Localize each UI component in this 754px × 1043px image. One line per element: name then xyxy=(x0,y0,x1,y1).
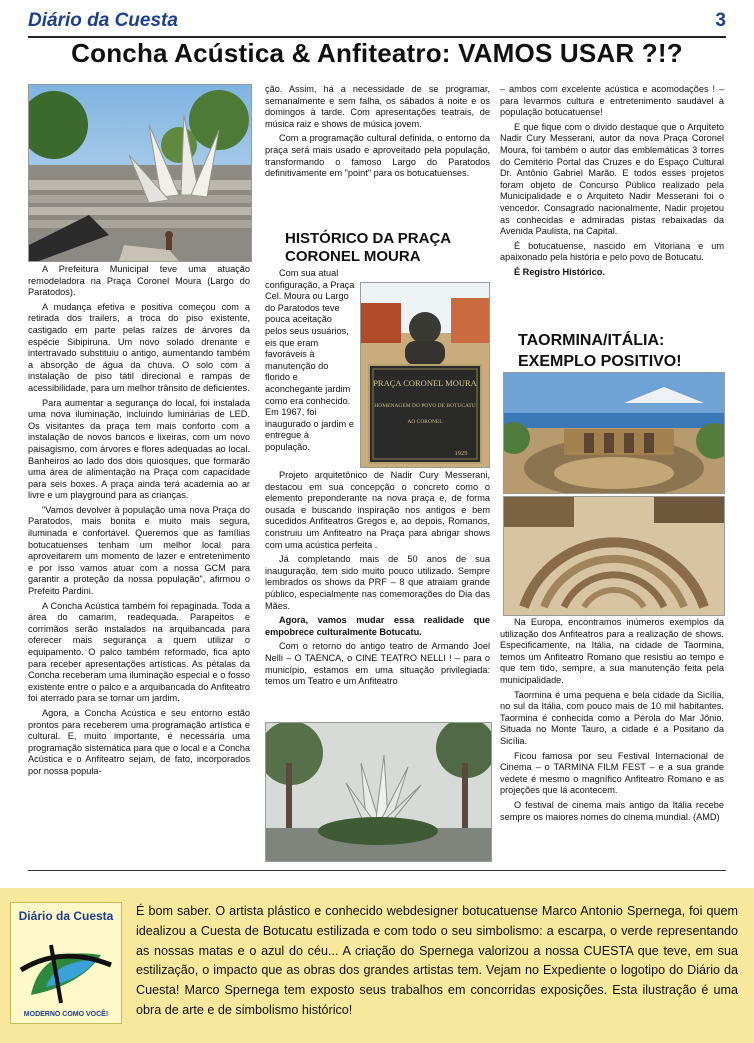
plaque-line: HOMENAGEM DO POVO DE BOTUCATU xyxy=(374,403,476,409)
col1-paragraph: "Vamos devolver à população uma nova Praça do Paratodos, mais bonita e muito mais segura, iluminada e confortável. Queremos que as famílias botucatuenses tenham um melhor local para aproveitarem um momento de lazer e entretenimento e por isso vamos atuar com a nossa GCM para garantir a proteção da nossa população", afirmou o Prefeito Pardini. xyxy=(28,504,250,597)
footer-box xyxy=(0,888,754,1043)
fountain-illustration xyxy=(266,723,491,861)
statue-plaque-photo xyxy=(360,282,490,468)
historico-paragraph: Com o retorno do antigo teatro de Armando Joel Nelli – O TAENCA, o CINE TEATRO NELLI ! – para o município, estamos em uma situação privilegiada: temos um Teatro e um Anfiteatro xyxy=(265,641,490,687)
col3-paragraph: E que fique com o divido destaque que o Arquiteto Nadir Cury Messerani, autor da nova Praça Coronel Moura, foi também o autor das emblemáticas 3 torres do Cemitério Portal das Cruzes e do Espaço Cultural Dr. Antônio Gabriel Marão. E todos esses projetos foram objeto de Concurso Público realizado pela Municipalidade e o Arquiteto Nadir Messerani foi o vencedor. Consagrado nacionalmente, Nadir projetou as conhecidas e admiradas pistas rebaixadas da Avenida Paulista, na Capital. xyxy=(500,121,724,237)
logo-name: Diário da Cuesta xyxy=(18,909,114,923)
page-headline: Concha Acústica & Anfiteatro: VAMOS USAR ?!? xyxy=(71,38,683,68)
col1-paragraph: A Prefeitura Municipal teve uma atuação remodeladora na Praça Coronel Moura (Largo do Paratodos). xyxy=(28,264,250,298)
statue-illustration xyxy=(361,283,489,467)
footer-divider xyxy=(28,870,726,871)
historico-title: HISTÓRICO DA PRAÇA CORONEL MOURA xyxy=(285,230,451,265)
historico-lead-paragraph: Com sua atual configuração, a Praça Cel. Moura ou Largo do Paratodos teve pouca aceitação pelos seus usuários, eis que eram favoráveis à manutenção do florido e aconchegante jardim como era conhecido. Em 1967, foi inaugurado o jardim e entregue à população. xyxy=(265,268,355,452)
logo xyxy=(10,902,122,1024)
historico-lead xyxy=(265,268,355,457)
masthead xyxy=(28,10,726,36)
col1-paragraph: Para aumentar a segurança do local, foi instalada uma nova iluminação, incluindo luminárias de LED. Os visitantes da praça tem mais conforto com a instalação de novos bancos e lixeiras, com um novo paisagismo, com árvores e flores adequadas ao local. Banheiros ao lado dos dois quiosques, que formarão uma área de alimentação na Praça com capacidade para seis boxes. A praça ainda terá academia ao ar livre e um playground para as crianças. xyxy=(28,397,250,501)
taormina-aerial-illustration xyxy=(504,497,724,615)
col3-paragraph: É Registro Histórico. xyxy=(514,266,605,277)
taormina-paragraph: O festival de cinema mais antigo da Itália recebe sempre os maiores nomes do cinema mundial. (AMD) xyxy=(500,799,724,822)
logo-slogan: MODERNO COMO VOCÊ! xyxy=(23,1011,109,1018)
taormina-theatre-illustration xyxy=(504,373,724,493)
col1-paragraph: A mudança efetiva e positiva começou com a retirada dos trailers, a troca do piso existente, castigado em parte pelas raízes de árvores da espécie Sibipiruna. Um novo solado drenante e intertravado substituiu o antigo, aumentando também a absorção de água da chuva. O solo com a instalação de piso tátil direcional e rampas de acessibilidade, para um melhor trânsito de deficientes. xyxy=(28,301,250,393)
col1-paragraph: A Concha Acústica também foi repaginada. Toda a área do camarim, readequada. Parapeitos e corrimãos serão instalados na arquibancada para oferecer mais segurança a quem utilizar o equipamento. O palco também reformado, fica apto para receber apresentações artísticas. As pétalas da Concha receberam uma iluminação especial e o fosso existente entre o palco e a arquibancada do Anfiteatro foi aterrado para se tornar um jardim. xyxy=(28,600,250,704)
taormina-aerial-photo xyxy=(503,496,725,616)
plaque-title: PRAÇA CORONEL MOURA xyxy=(373,378,477,388)
taormina-paragraph: Ficou famosa por seu Festival Internacional de Cinema – o TARMINA FILM FEST – e a sua grande vedete é mesmo o magnífico Anfiteatro Romano e as projeções que lá acontecem. xyxy=(500,750,724,796)
plaque-year: 1929 xyxy=(454,450,468,457)
col1-paragraph: Agora, a Concha Acústica e seu entorno estão prontos para receberem uma programação artística e cultural. E, muito importante, é necessária uma programação sistemática para que o local e a Concha Acústica e o Anfiteatro sejam, de fato, incorporados por nossa popula- xyxy=(28,707,250,776)
plaque-line: AO CORONEL xyxy=(407,419,443,425)
col3-paragraph: – ambos com excelente acústica e acomodações ! – para levarmos cultura e entretenimento saudável à população botucatuense! xyxy=(500,84,724,118)
taormina-title: TAORMINA/ITÁLIA: EXEMPLO POSITIVO! xyxy=(518,332,682,370)
footer-text: É bom saber. O artista plástico e conhecido webdesigner botucatuense Marco Antonio Spernega, foi quem idealizou a Cuesta de Botucatu estilizada e com todo o seu simbolismo: a escarpa, o verde representando as nossas matas e o azul do céu... A criação do Spernega valorizou a nossa CUESTA que teve, em sua estilização, o impacto que as obras dos grandes artistas tem. Vejam no Expediente o logotipo do Diário da Cuesta! Marco Spernega tem exposto seus trabalhos em concorridas exposições. Esta ilustração é uma obra de arte e de simbolismo histórico! xyxy=(136,904,738,1017)
col3-paragraph: É botucatuense, nascido em Vitoriana e um apaixonado pela história e pelo povo de Botucatu. xyxy=(500,240,724,263)
taormina-paragraph: Na Europa, encontramos inúmeros exemplos da utilização dos Anfiteatros para a realização de shows. Especificamente, na Itália, na cidade de Taormina, temos um Anfiteatro Romano que resistiu ao tempo e que tem tido, sempre, a sua manutenção feita pela municipalidade. xyxy=(500,617,724,685)
historico-paragraph: Já completando mais de 50 anos de sua inauguração, tem sido muito pouco utilizado. Sempre lembrados os shows da PRF – 8 que atraiam grande público, especialmente nas comemorações do Dia das Mães. xyxy=(265,554,490,611)
taormina-paragraph: Taormina é uma pequena e bela cidade da Sicília, no sul da Itália, com pouco mais de 10 mil habitantes. Taormina é conhecida como a Pérola do Mar Jônio. Situada no Monte Tauro, a cidade é a Positano da Sicília. xyxy=(500,689,724,746)
concha-acustica-photo xyxy=(28,84,252,262)
cuesta-logo-icon xyxy=(11,925,121,1005)
col2-paragraph: ção. Assim, há a necessidade de se programar, semanalmente e sem falha, os sábados à noite e os domingos à tarde. Com apresentações teatrais, de música raiz e shows de música jovem. xyxy=(265,84,490,129)
fountain-photo xyxy=(265,722,492,862)
historico-paragraph: Agora, vamos mudar essa realidade que empobrece culturalmente Botucatu. xyxy=(265,615,490,637)
taormina-theatre-photo xyxy=(503,372,725,494)
concha-acustica-illustration xyxy=(29,85,251,261)
column-3 xyxy=(500,84,724,282)
col2-paragraph: Com a programação cultural definida, o entorno da praça será mais usado e aproveitado pela população, transformando o famoso Largo do Paratodos definitivamente em "point" para os botucatuenses. xyxy=(265,133,490,179)
column-2 xyxy=(265,84,490,183)
taormina-body xyxy=(500,617,724,826)
newspaper-name: Diário da Cuesta xyxy=(28,10,178,31)
historico-body xyxy=(265,470,490,691)
historico-paragraph: Projeto arquitetônico de Nadir Cury Messerani, destacou em sua concepção o concreto como o elemento preponderante na nova praça e, de forma ousada e buscando inspiração nos antigos e bem sucedidos Anfiteatros Gregos e, ao depois, Romanos, construiu um Anfiteatro na Praça para abrigar shows com uma acústica perfeita . xyxy=(265,470,490,550)
page-number: 3 xyxy=(715,10,726,31)
column-1 xyxy=(28,264,250,781)
